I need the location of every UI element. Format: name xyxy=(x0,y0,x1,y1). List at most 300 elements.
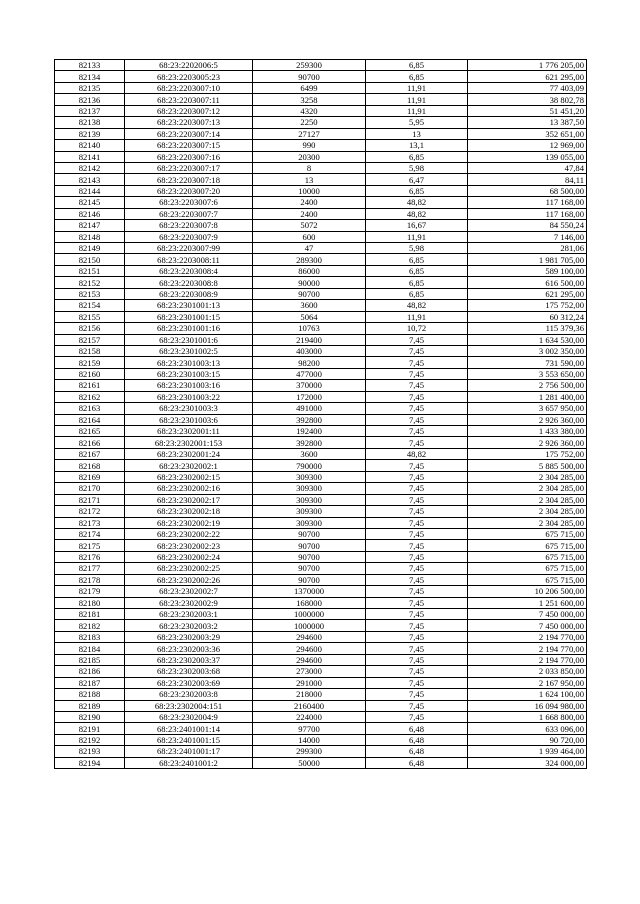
cadastral-number-cell: 68:23:2301001:13 xyxy=(125,300,253,311)
row-number-cell: 82178 xyxy=(55,574,125,585)
cadastral-number-cell: 68:23:2401001:15 xyxy=(125,734,253,745)
value-cell: 117 168,00 xyxy=(468,208,587,219)
table-row xyxy=(55,586,587,597)
rate-cell: 48,82 xyxy=(366,448,468,459)
cadastral-number-cell: 68:23:2203008:8 xyxy=(125,277,253,288)
cadastral-number-cell: 68:23:2302004:151 xyxy=(125,700,253,711)
cadastral-number-cell: 68:23:2302003:37 xyxy=(125,654,253,665)
value-cell: 2 194 770,00 xyxy=(468,654,587,665)
value-cell: 281,06 xyxy=(468,243,587,254)
row-number-cell: 82189 xyxy=(55,700,125,711)
table-row xyxy=(55,723,587,734)
value-cell: 7 450 000,00 xyxy=(468,609,587,620)
table-row xyxy=(55,746,587,757)
row-number-cell: 82146 xyxy=(55,208,125,219)
rate-cell: 7,45 xyxy=(366,380,468,391)
rate-cell: 7,45 xyxy=(366,689,468,700)
cadastral-number-cell: 68:23:2301001:16 xyxy=(125,323,253,334)
cadastral-number-cell: 68:23:2301003:22 xyxy=(125,391,253,402)
cadastral-number-cell: 68:23:2401001:14 xyxy=(125,723,253,734)
table-row xyxy=(55,391,587,402)
value-cell: 1 776 205,00 xyxy=(468,60,587,71)
rate-cell: 7,45 xyxy=(366,471,468,482)
value-cell: 3 002 350,00 xyxy=(468,345,587,356)
table-row xyxy=(55,448,587,459)
row-number-cell: 82145 xyxy=(55,197,125,208)
cadastral-number-cell: 68:23:2301003:15 xyxy=(125,368,253,379)
row-number-cell: 82153 xyxy=(55,288,125,299)
value-cell: 2 756 500,00 xyxy=(468,380,587,391)
value-cell: 16 094 980,00 xyxy=(468,700,587,711)
row-number-cell: 82193 xyxy=(55,746,125,757)
table-row xyxy=(55,345,587,356)
table-row xyxy=(55,528,587,539)
value-cell: 38 802,78 xyxy=(468,94,587,105)
table-row xyxy=(55,277,587,288)
row-number-cell: 82185 xyxy=(55,654,125,665)
cadastral-number-cell: 68:23:2302002:1 xyxy=(125,460,253,471)
rate-cell: 7,45 xyxy=(366,391,468,402)
cadastral-number-cell: 68:23:2302003:36 xyxy=(125,643,253,654)
cadastral-number-cell: 68:23:2302002:18 xyxy=(125,506,253,517)
value-cell: 115 379,36 xyxy=(468,323,587,334)
value-cell: 621 295,00 xyxy=(468,288,587,299)
cadastral-number-cell: 68:23:2203007:20 xyxy=(125,185,253,196)
rate-cell: 7,45 xyxy=(366,666,468,677)
value-cell: 2 304 285,00 xyxy=(468,471,587,482)
cadastral-number-cell: 68:23:2301003:13 xyxy=(125,357,253,368)
rate-cell: 7,45 xyxy=(366,426,468,437)
row-number-cell: 82173 xyxy=(55,517,125,528)
cadastral-number-cell: 68:23:2203007:18 xyxy=(125,174,253,185)
rate-cell: 13,1 xyxy=(366,140,468,151)
table-row xyxy=(55,185,587,196)
cadastral-number-cell: 68:23:2203007:9 xyxy=(125,231,253,242)
table-row xyxy=(55,334,587,345)
area-cell: 403000 xyxy=(253,345,366,356)
area-cell: 50000 xyxy=(253,757,366,768)
table-row xyxy=(55,540,587,551)
table-row xyxy=(55,117,587,128)
table-row xyxy=(55,151,587,162)
rate-cell: 7,45 xyxy=(366,494,468,505)
value-cell: 68 500,00 xyxy=(468,185,587,196)
row-number-cell: 82134 xyxy=(55,71,125,82)
area-cell: 3600 xyxy=(253,300,366,311)
value-cell: 90 720,00 xyxy=(468,734,587,745)
table-row xyxy=(55,105,587,116)
row-number-cell: 82190 xyxy=(55,711,125,722)
cadastral-number-cell: 68:23:2302002:7 xyxy=(125,586,253,597)
row-number-cell: 82182 xyxy=(55,620,125,631)
rate-cell: 7,45 xyxy=(366,620,468,631)
area-cell: 90700 xyxy=(253,540,366,551)
row-number-cell: 82164 xyxy=(55,414,125,425)
value-cell: 675 715,00 xyxy=(468,540,587,551)
row-number-cell: 82186 xyxy=(55,666,125,677)
area-cell: 20300 xyxy=(253,151,366,162)
value-cell: 84,11 xyxy=(468,174,587,185)
area-cell: 294600 xyxy=(253,654,366,665)
cadastral-number-cell: 68:23:2301003:3 xyxy=(125,403,253,414)
area-cell: 13 xyxy=(253,174,366,185)
area-cell: 224000 xyxy=(253,711,366,722)
row-number-cell: 82176 xyxy=(55,551,125,562)
table-row xyxy=(55,208,587,219)
rate-cell: 7,45 xyxy=(366,654,468,665)
table-row xyxy=(55,140,587,151)
cadastral-number-cell: 68:23:2203007:17 xyxy=(125,162,253,173)
rate-cell: 6,47 xyxy=(366,174,468,185)
table-row xyxy=(55,471,587,482)
rate-cell: 7,45 xyxy=(366,574,468,585)
area-cell: 491000 xyxy=(253,403,366,414)
table-row xyxy=(55,563,587,574)
table-row xyxy=(55,254,587,265)
rate-cell: 10,72 xyxy=(366,323,468,334)
cadastral-number-cell: 68:23:2302002:23 xyxy=(125,540,253,551)
row-number-cell: 82144 xyxy=(55,185,125,196)
table-row xyxy=(55,174,587,185)
area-cell: 1000000 xyxy=(253,609,366,620)
area-cell: 90700 xyxy=(253,528,366,539)
cadastral-number-cell: 68:23:2301002:5 xyxy=(125,345,253,356)
area-cell: 86000 xyxy=(253,265,366,276)
rate-cell: 6,85 xyxy=(366,71,468,82)
value-cell: 352 651,00 xyxy=(468,128,587,139)
cadastral-number-cell: 68:23:2302001:153 xyxy=(125,437,253,448)
value-cell: 731 590,00 xyxy=(468,357,587,368)
area-cell: 90700 xyxy=(253,71,366,82)
cadastral-number-cell: 68:23:2302004:9 xyxy=(125,711,253,722)
row-number-cell: 82148 xyxy=(55,231,125,242)
area-cell: 600 xyxy=(253,231,366,242)
table-row xyxy=(55,300,587,311)
row-number-cell: 82194 xyxy=(55,757,125,768)
table-row xyxy=(55,357,587,368)
row-number-cell: 82133 xyxy=(55,60,125,71)
area-cell: 168000 xyxy=(253,597,366,608)
cadastral-number-cell: 68:23:2302002:22 xyxy=(125,528,253,539)
row-number-cell: 82149 xyxy=(55,243,125,254)
row-number-cell: 82163 xyxy=(55,403,125,414)
cadastral-number-cell: 68:23:2302003:1 xyxy=(125,609,253,620)
cadastral-number-cell: 68:23:2203007:15 xyxy=(125,140,253,151)
value-cell: 7 146,00 xyxy=(468,231,587,242)
table-row xyxy=(55,288,587,299)
rate-cell: 11,91 xyxy=(366,105,468,116)
area-cell: 2400 xyxy=(253,208,366,219)
cadastral-number-cell: 68:23:2302003:69 xyxy=(125,677,253,688)
rate-cell: 6,85 xyxy=(366,60,468,71)
rate-cell: 7,45 xyxy=(366,345,468,356)
cadastral-number-cell: 68:23:2302002:16 xyxy=(125,483,253,494)
cadastral-number-cell: 68:23:2302003:29 xyxy=(125,631,253,642)
cadastral-number-cell: 68:23:2302002:15 xyxy=(125,471,253,482)
cadastral-number-cell: 68:23:2302001:11 xyxy=(125,426,253,437)
row-number-cell: 82136 xyxy=(55,94,125,105)
cadastral-number-cell: 68:23:2302002:19 xyxy=(125,517,253,528)
area-cell: 309300 xyxy=(253,506,366,517)
value-cell: 175 752,00 xyxy=(468,448,587,459)
value-cell: 675 715,00 xyxy=(468,563,587,574)
rate-cell: 7,45 xyxy=(366,334,468,345)
row-number-cell: 82177 xyxy=(55,563,125,574)
value-cell: 10 206 500,00 xyxy=(468,586,587,597)
row-number-cell: 82172 xyxy=(55,506,125,517)
rate-cell: 6,85 xyxy=(366,151,468,162)
area-cell: 90700 xyxy=(253,563,366,574)
table-row xyxy=(55,197,587,208)
table-row xyxy=(55,757,587,768)
table-row xyxy=(55,128,587,139)
area-cell: 10000 xyxy=(253,185,366,196)
row-number-cell: 82166 xyxy=(55,437,125,448)
row-number-cell: 82167 xyxy=(55,448,125,459)
area-cell: 370000 xyxy=(253,380,366,391)
table-row xyxy=(55,403,587,414)
rate-cell: 11,91 xyxy=(366,231,468,242)
table-row xyxy=(55,243,587,254)
table-row xyxy=(55,517,587,528)
rate-cell: 7,45 xyxy=(366,643,468,654)
value-cell: 2 194 770,00 xyxy=(468,643,587,654)
area-cell: 4320 xyxy=(253,105,366,116)
rate-cell: 6,85 xyxy=(366,277,468,288)
rate-cell: 5,95 xyxy=(366,117,468,128)
cadastral-number-cell: 68:23:2302001:24 xyxy=(125,448,253,459)
value-cell: 12 969,00 xyxy=(468,140,587,151)
value-cell: 77 403,09 xyxy=(468,82,587,93)
value-cell: 1 624 100,00 xyxy=(468,689,587,700)
cadastral-number-cell: 68:23:2203007:8 xyxy=(125,220,253,231)
area-cell: 990 xyxy=(253,140,366,151)
rate-cell: 7,45 xyxy=(366,517,468,528)
row-number-cell: 82141 xyxy=(55,151,125,162)
row-number-cell: 82188 xyxy=(55,689,125,700)
row-number-cell: 82135 xyxy=(55,82,125,93)
area-cell: 90000 xyxy=(253,277,366,288)
rate-cell: 7,45 xyxy=(366,368,468,379)
value-cell: 51 451,20 xyxy=(468,105,587,116)
row-number-cell: 82162 xyxy=(55,391,125,402)
cadastral-number-cell: 68:23:2302003:68 xyxy=(125,666,253,677)
row-number-cell: 82180 xyxy=(55,597,125,608)
table-row xyxy=(55,551,587,562)
table-row xyxy=(55,437,587,448)
area-cell: 3600 xyxy=(253,448,366,459)
value-cell: 589 100,00 xyxy=(468,265,587,276)
area-cell: 273000 xyxy=(253,666,366,677)
cadastral-number-cell: 68:23:2203007:99 xyxy=(125,243,253,254)
row-number-cell: 82158 xyxy=(55,345,125,356)
table-row xyxy=(55,631,587,642)
rate-cell: 7,45 xyxy=(366,609,468,620)
cadastral-number-cell: 68:23:2301001:15 xyxy=(125,311,253,322)
value-cell: 2 926 360,00 xyxy=(468,414,587,425)
table-row xyxy=(55,380,587,391)
rate-cell: 7,45 xyxy=(366,677,468,688)
value-cell: 675 715,00 xyxy=(468,528,587,539)
area-cell: 5072 xyxy=(253,220,366,231)
rate-cell: 7,45 xyxy=(366,403,468,414)
value-cell: 1 281 400,00 xyxy=(468,391,587,402)
value-cell: 7 450 000,00 xyxy=(468,620,587,631)
area-cell: 14000 xyxy=(253,734,366,745)
row-number-cell: 82156 xyxy=(55,323,125,334)
table-row xyxy=(55,60,587,71)
cadastral-number-cell: 68:23:2302002:24 xyxy=(125,551,253,562)
cadastral-number-cell: 68:23:2302002:17 xyxy=(125,494,253,505)
row-number-cell: 82168 xyxy=(55,460,125,471)
rate-cell: 48,82 xyxy=(366,208,468,219)
value-cell: 2 304 285,00 xyxy=(468,494,587,505)
area-cell: 98200 xyxy=(253,357,366,368)
area-cell: 309300 xyxy=(253,517,366,528)
table-row xyxy=(55,597,587,608)
rate-cell: 7,45 xyxy=(366,540,468,551)
table-row xyxy=(55,311,587,322)
rate-cell: 6,48 xyxy=(366,746,468,757)
area-cell: 309300 xyxy=(253,494,366,505)
rate-cell: 6,48 xyxy=(366,723,468,734)
value-cell: 175 752,00 xyxy=(468,300,587,311)
area-cell: 2250 xyxy=(253,117,366,128)
area-cell: 309300 xyxy=(253,483,366,494)
table-row xyxy=(55,426,587,437)
cadastral-number-cell: 68:23:2302003:8 xyxy=(125,689,253,700)
cadastral-number-cell: 68:23:2203007:16 xyxy=(125,151,253,162)
value-cell: 621 295,00 xyxy=(468,71,587,82)
rate-cell: 7,45 xyxy=(366,483,468,494)
rate-cell: 7,45 xyxy=(366,528,468,539)
table-row xyxy=(55,620,587,631)
area-cell: 192400 xyxy=(253,426,366,437)
row-number-cell: 82175 xyxy=(55,540,125,551)
value-cell: 47,84 xyxy=(468,162,587,173)
table-row xyxy=(55,162,587,173)
row-number-cell: 82170 xyxy=(55,483,125,494)
rate-cell: 7,45 xyxy=(366,586,468,597)
value-cell: 13 387,50 xyxy=(468,117,587,128)
table-row xyxy=(55,711,587,722)
rate-cell: 48,82 xyxy=(366,197,468,208)
area-cell: 6499 xyxy=(253,82,366,93)
value-cell: 675 715,00 xyxy=(468,574,587,585)
rate-cell: 5,98 xyxy=(366,162,468,173)
area-cell: 299300 xyxy=(253,746,366,757)
value-cell: 324 000,00 xyxy=(468,757,587,768)
row-number-cell: 82159 xyxy=(55,357,125,368)
value-cell: 2 194 770,00 xyxy=(468,631,587,642)
row-number-cell: 82155 xyxy=(55,311,125,322)
data-table xyxy=(54,59,587,769)
area-cell: 1000000 xyxy=(253,620,366,631)
cadastral-number-cell: 68:23:2301001:6 xyxy=(125,334,253,345)
area-cell: 477000 xyxy=(253,368,366,379)
area-cell: 259300 xyxy=(253,60,366,71)
row-number-cell: 82181 xyxy=(55,609,125,620)
cadastral-number-cell: 68:23:2401001:2 xyxy=(125,757,253,768)
row-number-cell: 82147 xyxy=(55,220,125,231)
value-cell: 3 553 650,00 xyxy=(468,368,587,379)
area-cell: 3258 xyxy=(253,94,366,105)
row-number-cell: 82183 xyxy=(55,631,125,642)
row-number-cell: 82142 xyxy=(55,162,125,173)
area-cell: 294600 xyxy=(253,643,366,654)
table-row xyxy=(55,700,587,711)
row-number-cell: 82157 xyxy=(55,334,125,345)
rate-cell: 7,45 xyxy=(366,437,468,448)
row-number-cell: 82143 xyxy=(55,174,125,185)
area-cell: 8 xyxy=(253,162,366,173)
rate-cell: 7,45 xyxy=(366,711,468,722)
area-cell: 90700 xyxy=(253,288,366,299)
row-number-cell: 82150 xyxy=(55,254,125,265)
row-number-cell: 82191 xyxy=(55,723,125,734)
row-number-cell: 82154 xyxy=(55,300,125,311)
rate-cell: 5,98 xyxy=(366,243,468,254)
area-cell: 219400 xyxy=(253,334,366,345)
table-row xyxy=(55,654,587,665)
rate-cell: 7,45 xyxy=(366,414,468,425)
table-row xyxy=(55,666,587,677)
cadastral-number-cell: 68:23:2203005:23 xyxy=(125,71,253,82)
table-row xyxy=(55,414,587,425)
table-row xyxy=(55,734,587,745)
cadastral-number-cell: 68:23:2203007:12 xyxy=(125,105,253,116)
cadastral-number-cell: 68:23:2302002:25 xyxy=(125,563,253,574)
value-cell: 84 550,24 xyxy=(468,220,587,231)
table-body xyxy=(55,60,587,769)
cadastral-number-cell: 68:23:2301003:16 xyxy=(125,380,253,391)
row-number-cell: 82184 xyxy=(55,643,125,654)
value-cell: 2 167 950,00 xyxy=(468,677,587,688)
table-row xyxy=(55,494,587,505)
cadastral-number-cell: 68:23:2203007:7 xyxy=(125,208,253,219)
cadastral-number-cell: 68:23:2203007:11 xyxy=(125,94,253,105)
row-number-cell: 82161 xyxy=(55,380,125,391)
rate-cell: 11,91 xyxy=(366,94,468,105)
table-row xyxy=(55,94,587,105)
value-cell: 1 251 600,00 xyxy=(468,597,587,608)
value-cell: 633 096,00 xyxy=(468,723,587,734)
table-row xyxy=(55,677,587,688)
row-number-cell: 82165 xyxy=(55,426,125,437)
area-cell: 27127 xyxy=(253,128,366,139)
area-cell: 291000 xyxy=(253,677,366,688)
value-cell: 675 715,00 xyxy=(468,551,587,562)
area-cell: 1370000 xyxy=(253,586,366,597)
table-row xyxy=(55,643,587,654)
area-cell: 90700 xyxy=(253,574,366,585)
table-row xyxy=(55,265,587,276)
area-cell: 392800 xyxy=(253,437,366,448)
area-cell: 294600 xyxy=(253,631,366,642)
area-cell: 172000 xyxy=(253,391,366,402)
row-number-cell: 82151 xyxy=(55,265,125,276)
row-number-cell: 82174 xyxy=(55,528,125,539)
rate-cell: 6,85 xyxy=(366,185,468,196)
row-number-cell: 82137 xyxy=(55,105,125,116)
table-row xyxy=(55,231,587,242)
value-cell: 2 926 360,00 xyxy=(468,437,587,448)
rate-cell: 11,91 xyxy=(366,82,468,93)
cadastral-number-cell: 68:23:2302002:26 xyxy=(125,574,253,585)
area-cell: 218000 xyxy=(253,689,366,700)
row-number-cell: 82179 xyxy=(55,586,125,597)
row-number-cell: 82160 xyxy=(55,368,125,379)
